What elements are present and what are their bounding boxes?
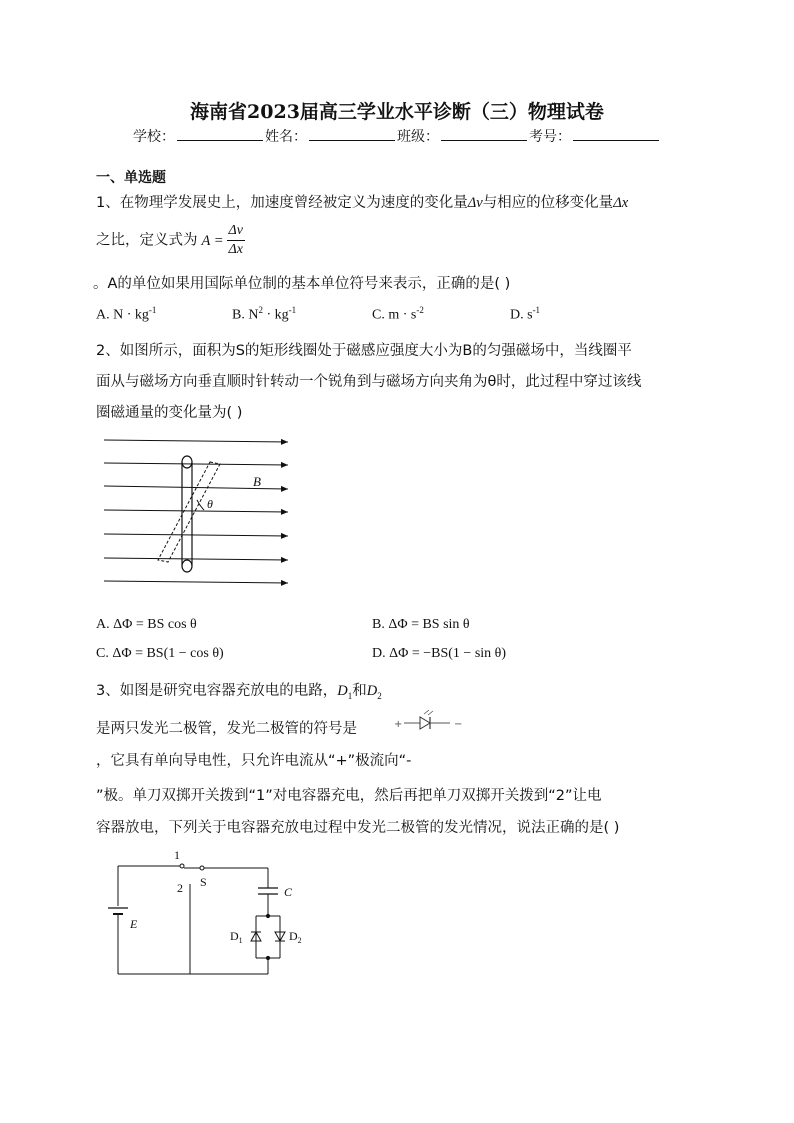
q3-and: 和 [352,683,367,699]
battery-label: E [130,917,138,931]
q2-line3: 圈磁通量的变化量为( ) [96,405,243,421]
field-line [104,440,288,442]
capacitor-label: C [284,885,293,899]
class-label: 班级： [397,129,439,145]
q1-opt-b-sup2: -1 [288,305,297,315]
q3-line1 [96,679,382,701]
d1-label: $D_1$ [230,929,243,945]
q3-d1: D [337,683,348,699]
switch-label-2: 2 [177,881,183,895]
q1-line1 [96,191,628,212]
student-info-line [0,126,794,146]
q1-frac-den: Δx [228,242,243,257]
field-label-b: B [253,474,261,489]
name-label: 姓名： [265,129,307,145]
q1-line2 [96,222,245,259]
q1-opt-d-sup: -1 [532,305,541,315]
q1-formula-lhs: A = [201,232,224,249]
q3-line5: 容器放电，下列关于电容器充放电过程中发光二极管的发光情况，说法正确的是( ) [96,820,620,836]
q3-line4: ”极。单刀双掷开关拨到“1”对电容器充电，然后再把单刀双掷开关拨到“2”让电 [96,788,602,804]
q1-opt-c-sup: -2 [416,305,424,315]
q3-d2-sub: 2 [377,690,382,701]
q1-opt-b-sup1: 2 [258,305,263,315]
q2-line1: 2、如图所示，面积为S的矩形线圈处于磁感应强度大小为B的匀强磁场中，当线圈平 [96,343,632,359]
q1-opt-a-text: A. N · kg [96,307,149,323]
field-line [104,534,288,536]
field-line [104,581,288,583]
q1-text-c: 之比，定义式为 [96,232,198,249]
q1-opt-a-sup: -1 [148,305,157,315]
q1-opt-c-text: C. m · s [372,307,417,323]
q2-option-a[interactable]: A. ΔΦ = BS cos θ [96,617,197,632]
q1-opt-d-text: D. s [510,307,533,323]
q1-fraction [227,222,245,259]
q1-text-a: 1、在物理学发展史上，加速度曾经被定义为速度的变化量 [96,195,468,211]
switch-pivot [200,866,204,870]
number-field[interactable] [573,127,659,141]
class-field[interactable] [441,127,527,141]
field-line [104,510,288,512]
school-field[interactable] [177,127,263,141]
q3-circuit-figure [100,846,320,986]
coil-end [182,456,192,468]
switch-label-s: S [200,875,207,889]
q1-option-a[interactable] [96,305,156,324]
led-symbol-icon [390,710,470,734]
field-line [104,558,288,560]
rotated-coil [158,462,220,562]
q2-option-b[interactable]: B. ΔΦ = BS sin θ [372,617,470,632]
q2-magnetic-field-figure [96,428,296,598]
number-label: 考号： [529,129,571,145]
q3-text-a: 3、如图是研究电容器充放电的电路， [96,683,338,699]
switch-label-1: 1 [174,848,180,862]
q1-option-d[interactable] [510,305,540,324]
q2-line2: 面从与磁场方向垂直顺时针转动一个锐角到与磁场方向夹角为θ时，此过程中穿过该线 [96,374,642,390]
name-field[interactable] [309,127,395,141]
diode-plus: + [394,719,403,730]
q1-opt-b-mid: · kg [262,307,289,323]
field-line [104,463,288,465]
q2-option-d[interactable]: D. ΔΦ = −BS(1 − sin θ) [372,646,507,661]
q1-option-b[interactable] [232,305,296,324]
q2-option-c[interactable]: C. ΔΦ = BS(1 − cos θ) [96,646,224,661]
diode-minus: − [454,719,463,730]
section-heading: 一、单选题 [96,170,166,186]
school-label: 学校： [133,129,175,145]
angle-label-theta: θ [207,497,213,511]
q1-dv: Δv [467,195,483,211]
q3-line3: ，它具有单向导电性，只允许电流从“+”极流向“- [96,753,412,769]
q1-option-c[interactable] [372,305,424,324]
q3-line2: 是两只发光二极管，发光二极管的符号是 [96,721,357,737]
q1-dx: Δx [613,195,629,211]
q1-line3: 。A的单位如果用国际单位制的基本单位符号来表示，正确的是( ) [93,276,511,292]
q3-d1-sub: 1 [347,690,353,701]
page-title: 海南省2023届高三学业水平诊断（三）物理试卷 [190,101,604,123]
coil-end [182,560,192,572]
d2-label: $D_2$ [289,929,302,945]
q1-frac-num: Δv [227,222,245,241]
q1-opt-b-text: B. N [232,307,259,323]
q3-d2: D [366,683,378,699]
q1-text-b: 与相应的位移变化量 [482,195,614,211]
